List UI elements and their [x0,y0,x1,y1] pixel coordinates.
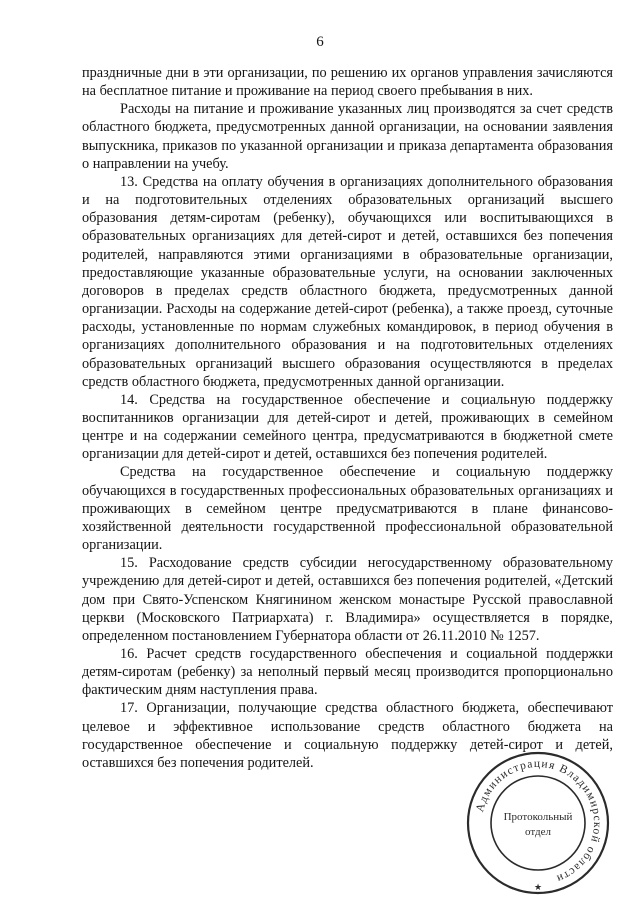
paragraph-item-15: 15. Расходование средств субсидии негосударственному образовательному учреждению для детей-сирот и детей, оставшихся без попечения родителей, «Детский дом при Свято-Успенском Княгинином женском монастыре Русской православной церкви (Московского Патриархата) г. Владимира» осуществляется в порядке, определенном постановлением Губернатора области от 26.11.2010 № 1257. [82,555,613,644]
stamp-center-line-1: Протокольный [503,811,573,823]
paragraph-item-17: 17. Организации, получающие средства областного бюджета, обеспечивают целевое и эффективное использование средств областного бюджета на государственное обеспечение и социальную поддержку детей-сирот и детей, оставшихся без попечения родителей. [82,700,613,771]
official-stamp [462,747,614,899]
stamp-star-icon: ★ [533,883,543,893]
paragraph-item-16: 16. Расчет средств государственного обеспечения и социальной поддержки детям-сиротам (ребенку) за неполный первый месяц производится пропорционально фактическим дням наступления права. [82,646,613,699]
paragraph-item-14: 14. Средства на государственное обеспечение и социальную поддержку воспитанников организации для детей-сирот и детей, проживающих в семейном центре и на содержании семейного центра, предусматриваются в бюджетной смете организации для детей-сирот и детей, оставшихся без попечения родителей. [82,391,613,463]
stamp-center-line-2: отдел [525,826,551,838]
page-number: 6 [316,34,324,50]
stamp-outer-ring [468,753,608,893]
stamp-ring-text: Администрация Владимирской области [474,757,604,885]
paragraph-continuation: праздничные дни в эти организации, по решению их органов управления зачисляются на бесплатное питание и проживание на период своего пребывания в них. [82,65,613,100]
stamp-inner-ring [491,776,585,870]
document-body [82,64,613,772]
paragraph-expenses: Расходы на питание и проживание указанных лиц производятся за счет средств областного бюджета, предусмотренных данной организации, на основании заявления выпускника, приказов по указанной организации и приказа департамента образования о направлении на учебу. [82,101,613,172]
paragraph-family-center: Средства на государственное обеспечение и социальную поддержку обучающихся в государственных профессиональных образовательных организациях и проживающих в семейном центре предусматриваются в плане финансово-хозяйственной деятельности государственной профессиональной образовательной организации. [82,464,613,554]
paragraph-item-13: 13. Средства на оплату обучения в организациях дополнительного образования и на подготовительных отделениях образовательных организаций высшего образования детям-сиротам (ребенку), обучающихся или воспитывающихся в образовательных организациях для детей-сирот и детей, оставшихся без попечения родителей, направляются этими организациями в образовательные организации, предоставляющие указанные образовательные услуги, на основании заключенных договоров в пределах средств областного бюджета, предусмотренных данной организации. Расходы на содержание детей-сирот (ребенка), а также проезд, суточные расходы, установленные по нормам служебных командировок, в период обучения в организациях дополнительного образования и на подготовительных отделениях образовательных организаций высшего образования осуществляются в пределах средств областного бюджета, предусмотренных данной организации. [82,173,613,390]
stamp-seal [462,747,614,899]
